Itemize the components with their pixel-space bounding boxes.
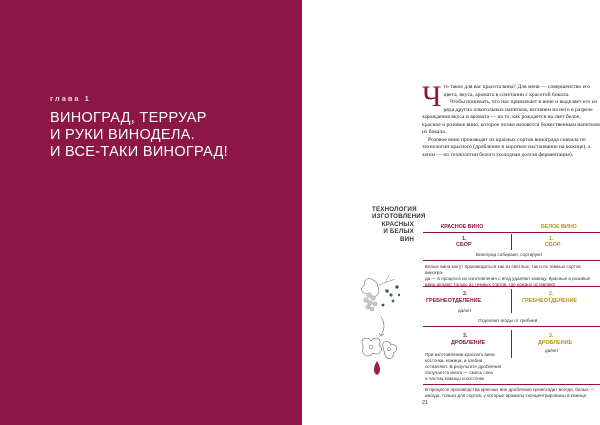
technology-heading-line: И БЕЛЫХ ВИН — [383, 228, 414, 243]
table-divider — [511, 289, 512, 313]
paragraph-line: да — в процессе их изготовления с ягод удаляют кожицу. Красные и розовые — [425, 276, 591, 281]
paragraph-line: косточки, кожица, и гребни — [425, 358, 483, 363]
intro-text — [422, 80, 600, 159]
intro-paragraph: Розовое вино производят из красных сортов винограда сначала по технологии красного (дробление и короткое настаивание на кожице), а затем — по технологии белого (холодная долгая ферментация). — [422, 136, 591, 158]
technology-heading-line: ТЕХНОЛОГИЯ — [372, 206, 417, 213]
step2-name-white: ГРЕБНЕОТДЕЛЕНИЕ — [522, 298, 578, 304]
step1-name-white: СБОР — [545, 242, 561, 248]
table-divider — [511, 234, 512, 250]
table-header — [423, 222, 600, 233]
wine-drop-icon — [374, 361, 380, 375]
arrow-icon — [379, 317, 384, 336]
step2-num-white: 2. — [549, 291, 554, 297]
step1-paragraph — [425, 264, 600, 288]
step2-name-red: ГРЕБНЕОТДЕЛЕНИЕ — [426, 298, 482, 304]
step3-footnote — [425, 387, 600, 399]
table-rule — [423, 260, 600, 261]
header-white-wine: БЕЛОЕ ВИНО — [541, 224, 577, 230]
technology-heading — [372, 206, 426, 243]
step2-note: Отделяют ягоды от гребней — [478, 318, 538, 323]
paragraph-line: и частиц кожицы и косточек — [425, 376, 485, 381]
table-divider — [511, 330, 512, 358]
chapter-title-line: И РУКИ ВИНОДЕЛА. — [50, 127, 195, 143]
vine-leaf-icon — [362, 275, 395, 297]
paragraph-line: Белые вина могут производиться как из светлых, так и из темных сортов виногра- — [425, 264, 581, 275]
drop-cap: Ч — [422, 80, 442, 113]
chapter-title-line: И ВСЕ-ТАКИ ВИНОГРАД! — [50, 144, 228, 160]
grape-cluster-icon — [364, 285, 401, 311]
table-rule — [423, 326, 600, 327]
paragraph-line: При изготовлении красного вина — [425, 352, 495, 357]
step2-sub-red: да/нет — [458, 308, 472, 313]
step3-sub-white: да/нет — [545, 348, 559, 353]
step3-name-white: ДРОБЛЕНИЕ — [538, 340, 573, 346]
paragraph-line: оставляют. В результате дробления — [425, 364, 502, 369]
chapter-title-line: ВИНОГРАД, ТЕРРУАР — [50, 110, 207, 126]
header-red-wine: КРАСНОЕ ВИНО — [441, 224, 484, 230]
intro-paragraph: то такое для вас красота вина? Для меня — совершенство его цвета, вкуса, аромата в сочетании с красотой бокала. — [443, 84, 591, 98]
page-number: 21 — [422, 400, 429, 406]
crushed-grape-icon — [362, 338, 397, 359]
technology-heading-line: ИЗГОТОВЛЕНИЯ — [372, 213, 426, 221]
step1-num-red: 1. — [462, 236, 467, 242]
chapter-label: глава 1 — [50, 94, 91, 103]
technology-heading-line: КРАСНЫХ — [381, 220, 414, 228]
paragraph-line: В процессе производства красных вин дробление происходит всегда, белых — — [425, 387, 595, 392]
step3-num-white: 3. — [549, 333, 554, 339]
table-rule — [423, 384, 600, 385]
step3-name-red: ДРОБЛЕНИЕ — [451, 340, 486, 346]
step3-paragraph — [425, 352, 510, 382]
paragraph-line: иногда, только для сортов, у которых ароматы сконцентрированы в кожице — [425, 393, 587, 398]
paragraph-line: вина делают только из темных сортов, где кожицу оставляют — [425, 282, 556, 287]
step1-num-white: 1. — [549, 236, 554, 242]
paragraph-line: получается мезга — смесь сока — [425, 370, 493, 375]
intro-paragraph: Чтобы понимать, что нас привлекает в вине и выделяет его из ряда других алкогольных напитков, взглянем на него в разрезе зарождения вкуса и аромата — на то, как рождается на свет белое, красное и розовое вино, которое позже назовется божественным напитком из бокала. — [422, 99, 600, 135]
step3-num-red: 3. — [463, 333, 468, 339]
chapter-title — [50, 110, 290, 161]
table-rule — [423, 286, 600, 287]
step2-num-red: 2. — [463, 291, 468, 297]
step1-name-red: СБОР — [456, 242, 472, 248]
step1-note: Виноград собирают, сортируют — [476, 252, 543, 257]
grape-illustration — [355, 265, 415, 380]
